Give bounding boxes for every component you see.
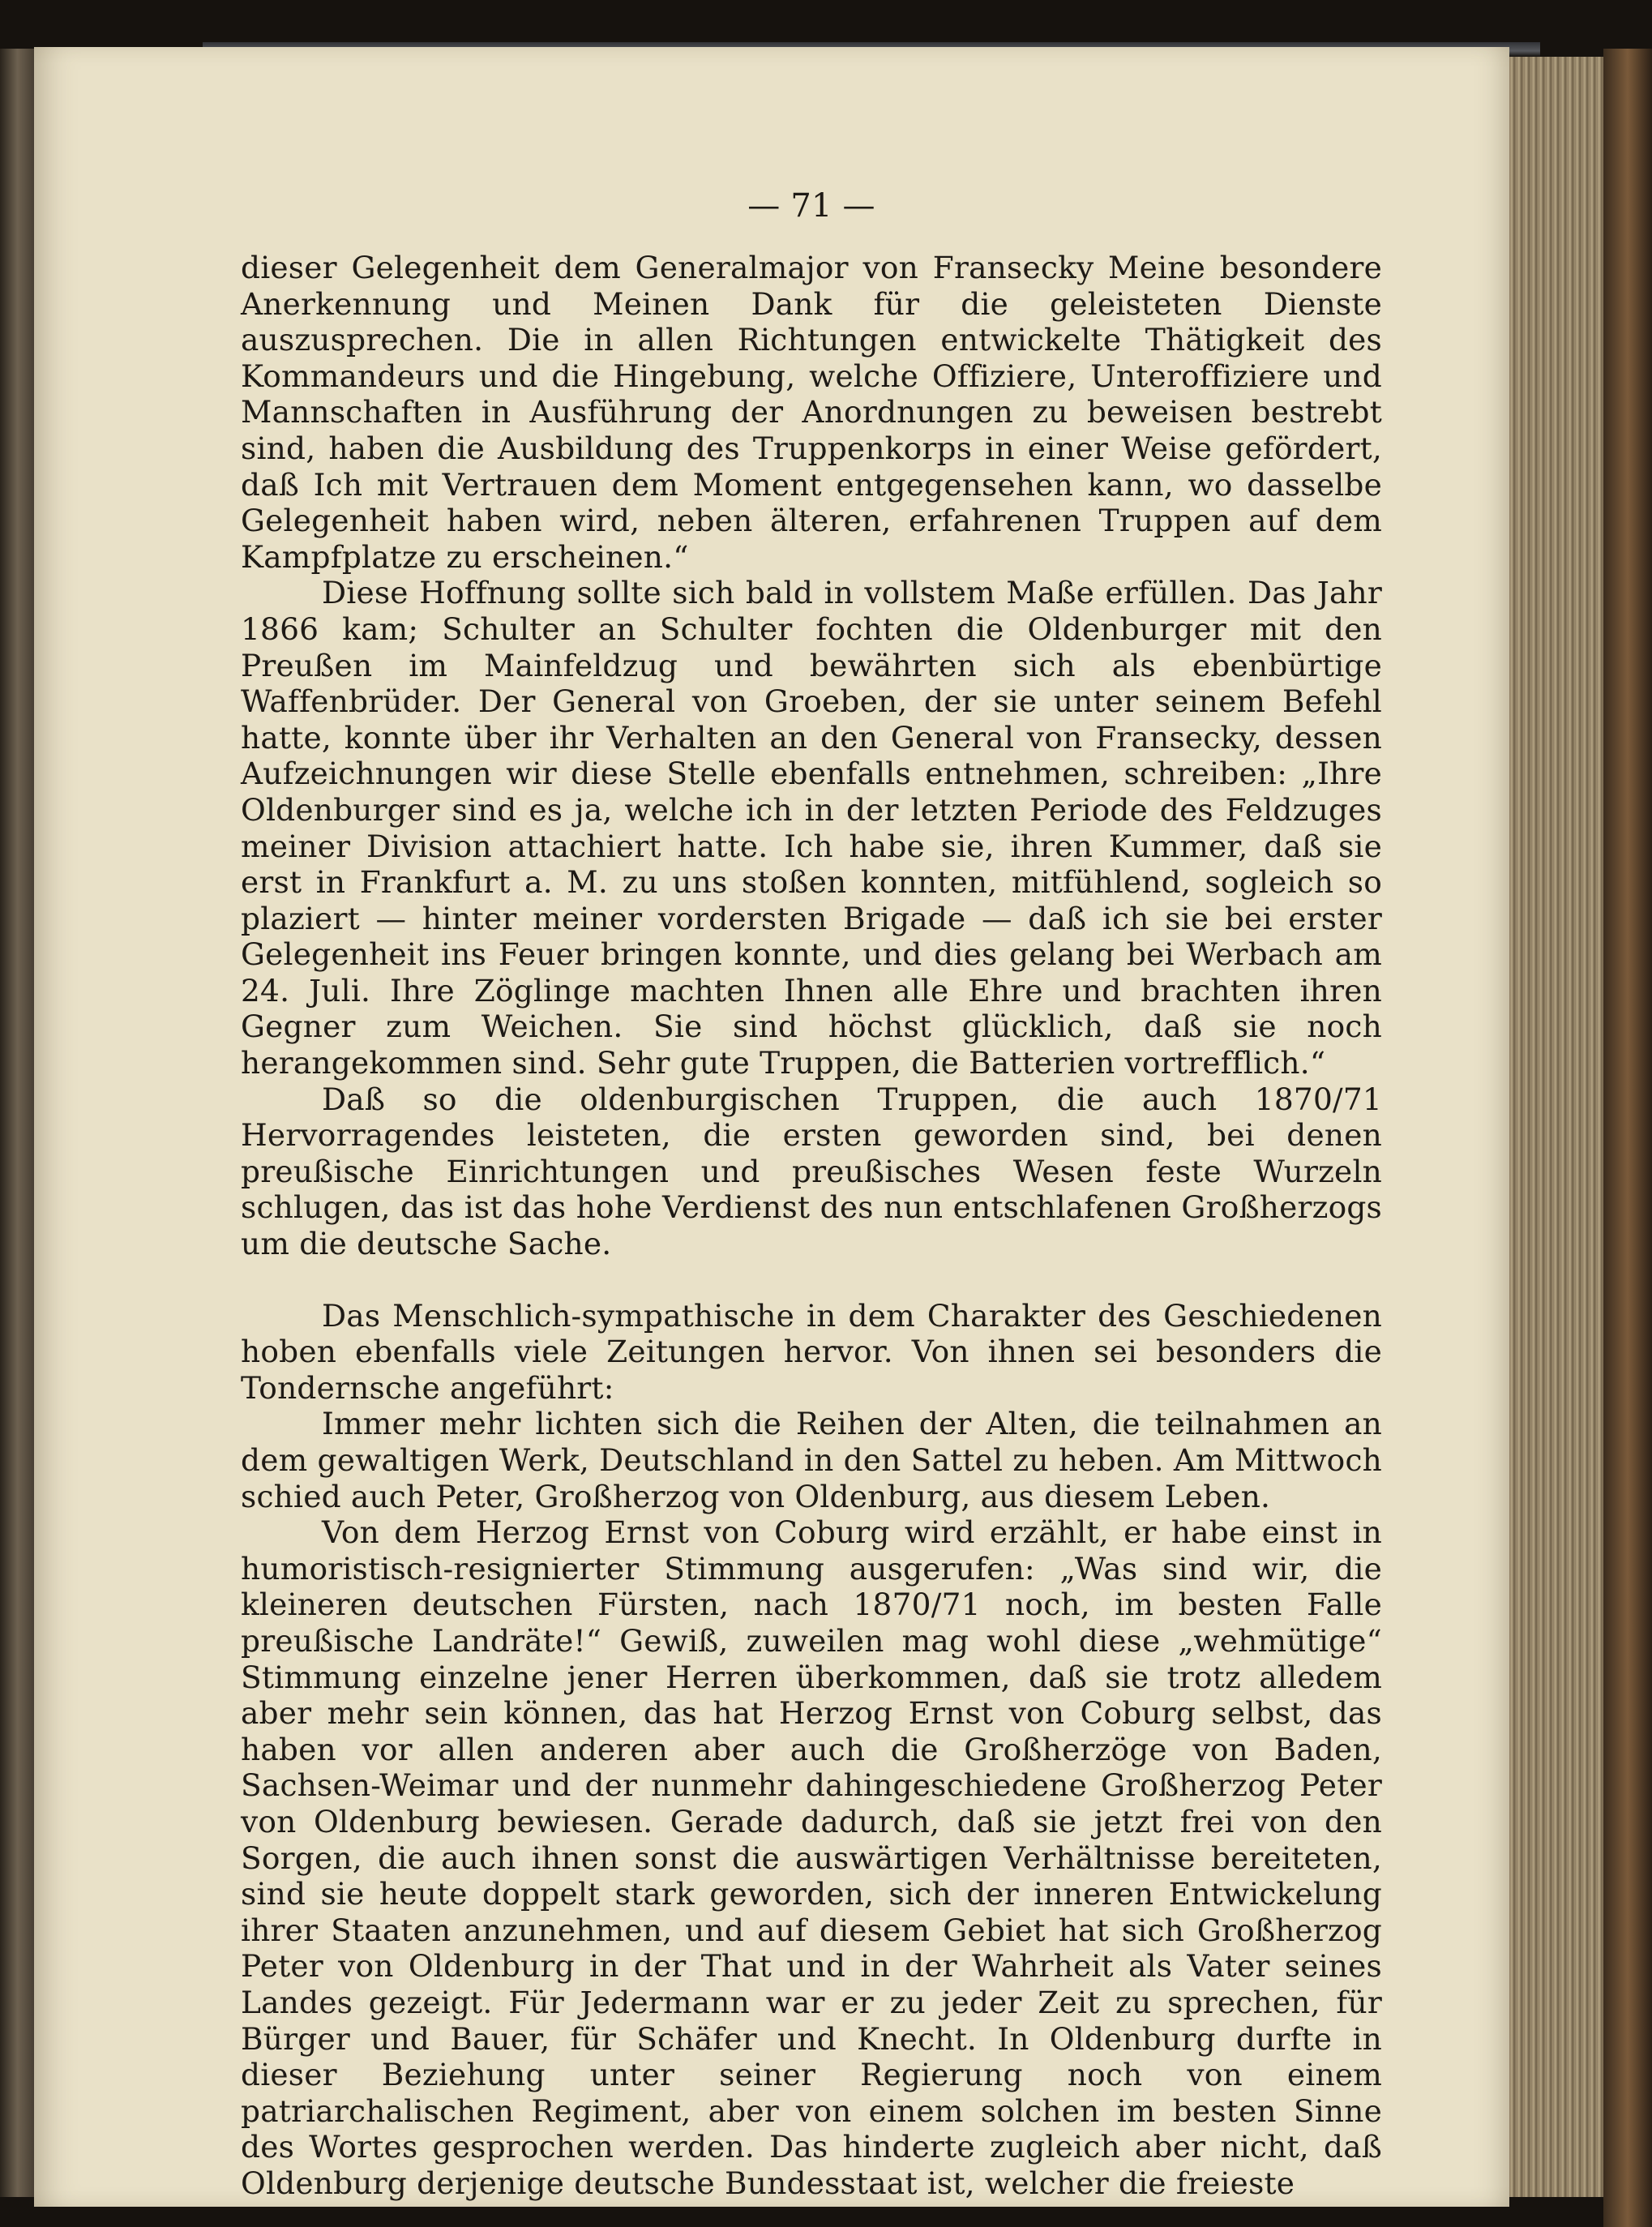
page-edges bbox=[1509, 57, 1607, 2197]
book-cover-edge bbox=[1603, 49, 1652, 2227]
paragraph-p3: Daß so die oldenburgischen Truppen, die auch 1870/71 Hervorragendes leisteten, die ersten geworden sind, bei denen preußische Einrichtungen und preußisches Wesen feste Wurzeln schlugen, das ist das hohe Verdienst des nun entschlafenen Großherzogs um die deutsche Sache. bbox=[241, 1081, 1382, 1262]
paragraph-p1: dieser Gelegenheit dem Generalmajor von Fransecky Meine besondere Anerkennung und Meinen Dank für die geleisteten Dienste auszusprechen. Die in allen Richtungen entwickelte Thätigkeit des Kommandeurs und die Hingebung, welche Offiziere, Unteroffiziere und Mannschaften in Ausführung der Anordnungen zu beweisen bestrebt sind, haben die Ausbildung des Truppenkorps in einer Weise gefördert, daß Ich mit Vertrauen dem Moment entgegensehen kann, wo dasselbe Gelegenheit haben wird, neben älteren, erfahrenen Truppen auf dem Kampfplatze zu erscheinen.“ bbox=[241, 250, 1382, 575]
paragraph-p6: Von dem Herzog Ernst von Coburg wird erzählt, er habe einst in humoristisch-resignierter Stimmung ausgerufen: „Was sind wir, die kleineren deutschen Fürsten, nach 1870/71 noch, im besten Falle preußische Landräte!“ Gewiß, zuweilen mag wohl diese „wehmütige“ Stimmung einzelne jener Herren überkommen, daß sie trotz alledem aber mehr sein können, das hat Herzog Ernst von Coburg selbst, das haben vor allen anderen aber auch die Großherzöge von Baden, Sachsen-Weimar und der nunmehr dahingeschiedene Großherzog Peter von Oldenburg bewiesen. Gerade dadurch, daß sie jetzt frei von den Sorgen, die auch ihnen sonst die auswärtigen Verhältnisse bereiteten, sind sie heute doppelt stark geworden, sich der inneren Entwickelung ihrer Staaten anzunehmen, und auf diesem Gebiet hat sich Großherzog Peter von Oldenburg in der That und in der Wahrheit als Vater seines Landes gezeigt. Für Jedermann war er zu jeder Zeit zu sprechen, für Bürger und Bauer, für Schäfer und Knecht. In Oldenburg durfte in dieser Beziehung unter seiner Regierung noch von einem patriarchalischen Regiment, aber von einem solchen im besten Sinne des Wortes gesprochen werden. Das hinderte zugleich aber nicht, daß Oldenburg derjenige deutsche Bundesstaat ist, welcher die freieste bbox=[241, 1514, 1382, 2201]
page-sheet bbox=[34, 47, 1509, 2207]
paragraph-list bbox=[241, 250, 1382, 2201]
paragraph-p5: Immer mehr lichten sich die Reihen der Alten, die teilnahmen an dem gewaltigen Werk, Deutschland in den Sattel zu heben. Am Mittwoch schied auch Peter, Großherzog von Oldenburg, aus diesem Leben. bbox=[241, 1406, 1382, 1514]
paragraph-p4: Das Menschlich-sympathische in dem Charakter des Geschiedenen hoben ebenfalls viele Zeitungen hervor. Von ihnen sei besonders die Tondernsche angeführt: bbox=[241, 1297, 1382, 1406]
paragraph-p2: Diese Hoffnung sollte sich bald in vollstem Maße erfüllen. Das Jahr 1866 kam; Schulter an Schulter fochten die Oldenburger mit den Preußen im Mainfeldzug und bewährten sich als ebenbürtige Waffenbrüder. Der General von Groeben, der sie unter seinem Befehl hatte, konnte über ihr Verhalten an den General von Fransecky, dessen Aufzeichnungen wir diese Stelle ebenfalls entnehmen, schreiben: „Ihre Oldenburger sind es ja, welche ich in der letzten Periode des Feldzuges meiner Division attachiert hatte. Ich habe sie, ihren Kummer, daß sie erst in Frankfurt a. M. zu uns stoßen konnten, mitfühlend, sogleich so plaziert — hinter meiner vordersten Brigade — daß ich sie bei erster Gelegenheit ins Feuer bringen konnte, und dies gelang bei Werbach am 24. Juli. Ihre Zöglinge machten Ihnen alle Ehre und brachten ihren Gegner zum Weichen. Sie sind höchst glücklich, daß sie noch herangekommen sind. Sehr gute Truppen, die Batterien vortrefflich.“ bbox=[241, 575, 1382, 1081]
book-spine-edge bbox=[0, 49, 39, 2197]
page-number: — 71 — bbox=[747, 187, 875, 225]
